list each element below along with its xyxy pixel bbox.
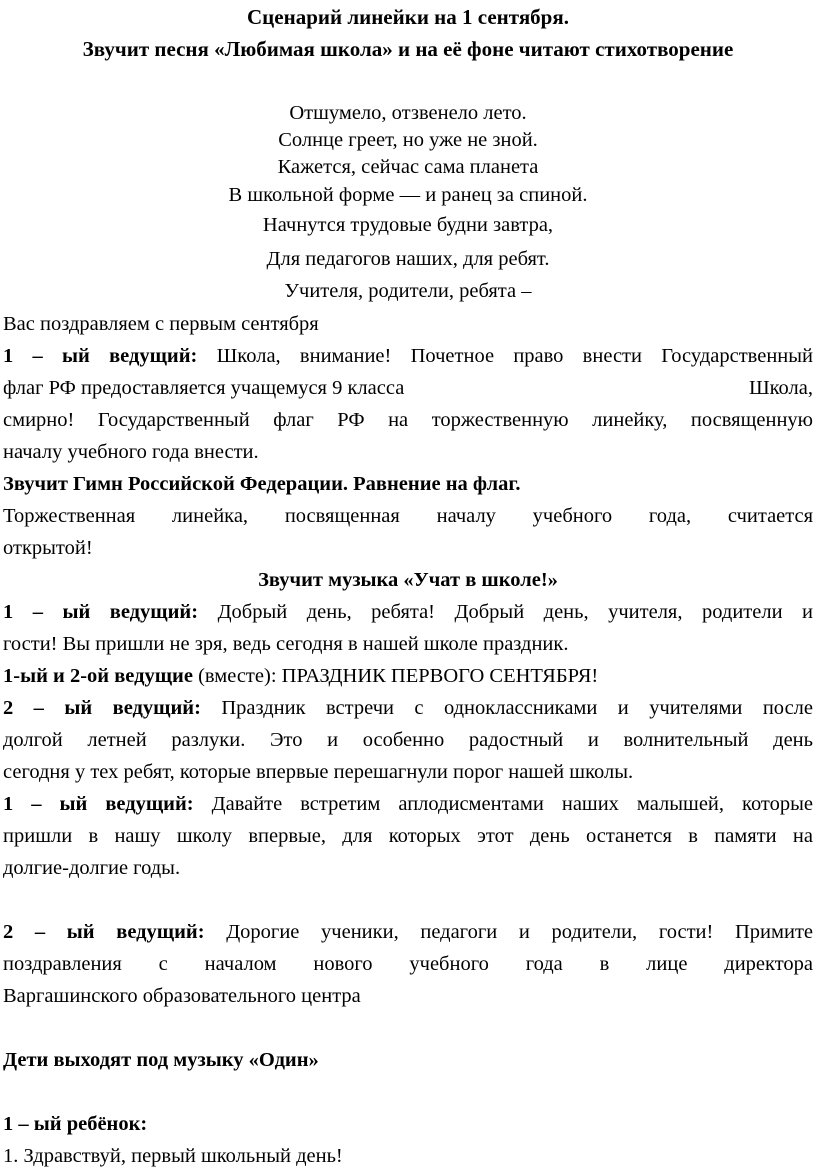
paragraph-line: долгой летней разлуки. Это и особенно радостный и волнительный день (3, 729, 813, 751)
poem-line: Отшумело, отзвенело лето. (289, 102, 527, 124)
paragraph-text: Давайте встретим аплодисментами наших малышей, которые (193, 793, 813, 815)
paragraph-line (3, 917, 813, 947)
paragraph-text: (вместе): ПРАЗДНИК ПЕРВОГО СЕНТЯБРЯ! (192, 665, 599, 687)
paragraph-text: Школа, внимание! Почетное право внести Государственный (197, 345, 814, 367)
poem-line: Начнутся трудовые будни завтра, (262, 214, 554, 236)
verse-line: 1. Здравствуй, первый школьный день! (3, 1145, 343, 1167)
speaker-label: 1 – ый ведущий: (3, 793, 194, 815)
paragraph-text: Праздник встречи с одноклассниками и учителями после (200, 697, 813, 719)
paragraph-line (3, 597, 813, 627)
paragraph-line: началу учебного года внести. (3, 441, 259, 463)
paragraph-text: Добрый день, ребята! Добрый день, учителя, родители и (198, 601, 814, 623)
paragraph-line: поздравления с началом нового учебного года в лице директора (3, 953, 813, 975)
anthem-line: Звучит Гимн Российской Федерации. Равнение на флаг. (3, 473, 521, 495)
paragraph-line: гости! Вы пришли не зря, ведь сегодня в нашей школе праздник. (3, 633, 569, 655)
child-speaker-label: 1 – ый ребёнок: (3, 1113, 148, 1135)
paragraph-line: флаг РФ предоставляется учащемуся 9 класса (3, 377, 405, 399)
paragraph-line: долгие-долгие годы. (3, 857, 181, 879)
paragraph-line (3, 693, 813, 723)
paragraph-line: Школа, (748, 377, 813, 399)
title-line-2: Звучит песня «Любимая школа» и на её фоне читают стихотворение (82, 37, 734, 61)
congrats-line: Вас поздравляем с первым сентября (3, 313, 319, 335)
speaker-label: 1 – ый ведущий: (3, 345, 198, 367)
poem-line: Для педагогов наших, для ребят. (266, 248, 550, 270)
kids-out-line: Дети выходят под музыку «Один» (3, 1049, 319, 1071)
paragraph-line: сегодня у тех ребят, которые впервые перешагнули порог нашей школы. (3, 761, 634, 783)
paragraph-line: открытой! (3, 537, 93, 559)
paragraph-line (3, 341, 813, 371)
paragraph-line (3, 789, 813, 819)
paragraph-text: Дорогие ученики, педагоги и родители, гости! Примите (204, 921, 814, 943)
paragraph-line: Торжественная линейка, посвященная началу учебного года, считается (3, 505, 813, 527)
speaker-label: 1-ый и 2-ой ведущие (3, 665, 193, 687)
music-line: Звучит музыка «Учат в школе!» (258, 569, 558, 591)
poem-line: В школьной форме — и ранец за спиной. (228, 184, 588, 206)
poem-line: Кажется, сейчас сама планета (277, 156, 539, 178)
paragraph-line: пришли в нашу школу впервые, для которых этот день останется в памяти на (3, 825, 813, 847)
poem-line: Солнце греет, но уже не зной. (278, 129, 538, 151)
title-line-1: Сценарий линейки на 1 сентября. (247, 5, 569, 29)
paragraph-line: смирно! Государственный флаг РФ на торжественную линейку, посвященную (3, 409, 813, 431)
speaker-label: 2 – ый ведущий: (3, 697, 201, 719)
poem-line: Учителя, родители, ребята – (284, 280, 532, 302)
speaker-label: 2 – ый ведущий: (3, 921, 205, 943)
paragraph-line: Варгашинского образовательного центра (3, 985, 361, 1007)
paragraph-line (3, 661, 598, 691)
speaker-label: 1 – ый ведущий: (3, 601, 199, 623)
